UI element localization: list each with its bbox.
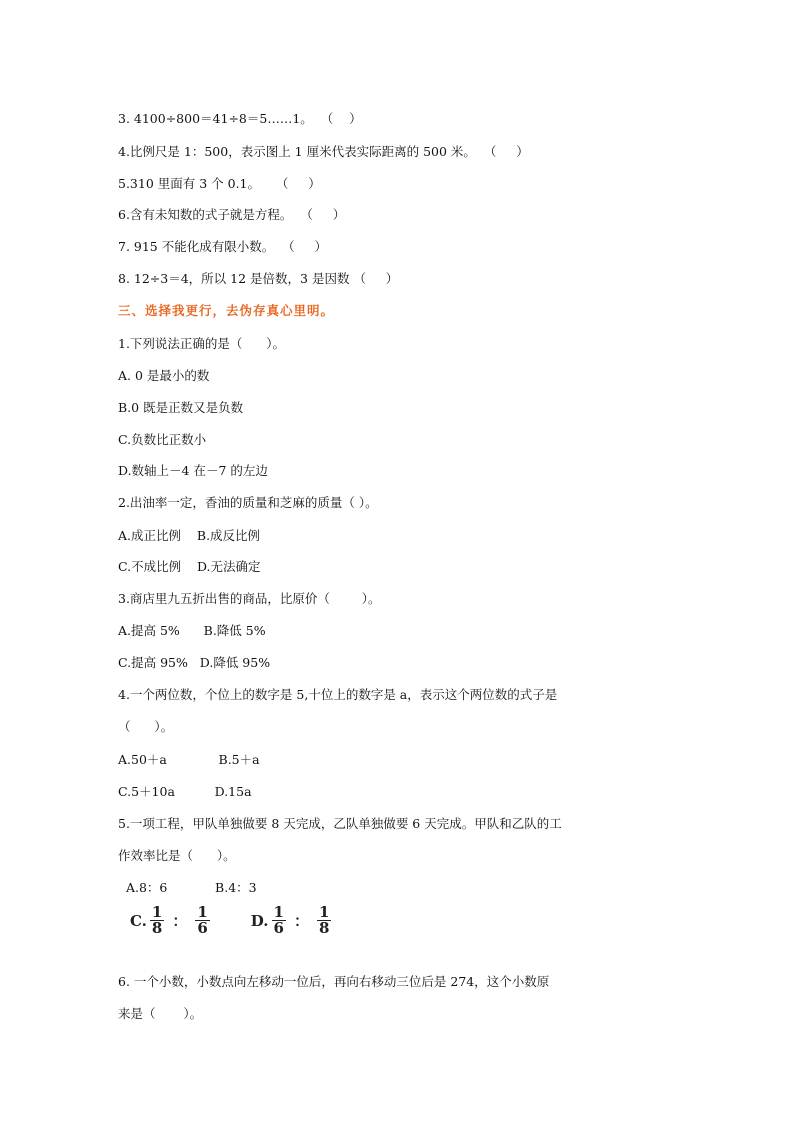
- option-c-label: C.: [130, 911, 147, 930]
- fraction-one-eighth: [150, 905, 164, 936]
- choice-1-question: 1.下列说法正确的是（ ）。: [118, 336, 286, 351]
- q8-judge: 8. 12÷3＝4，所以 12 是倍数，3 是因数 （ ）: [118, 271, 399, 286]
- numerator: 1: [197, 903, 208, 921]
- choice-5-option-d: [251, 905, 335, 936]
- choice-1-option-b: B.0 既是正数又是负数: [118, 400, 244, 415]
- q4-judge: 4.比例尺是 1：500，表示图上 1 厘米代表实际距离的 500 米。 （ ）: [118, 144, 529, 159]
- fraction-one-sixth: [272, 905, 286, 936]
- fraction-one-eighth: [317, 905, 331, 936]
- choice-2-options-ab: A.成正比例 B.成反比例: [118, 528, 261, 543]
- q5-judge: 5.310 里面有 3 个 0.1。 （ ）: [118, 176, 321, 191]
- numerator: 1: [273, 903, 284, 921]
- choice-2-options-cd: C.不成比例 D.无法确定: [118, 559, 261, 574]
- q7-judge: 7. 915 不能化成有限小数。 （ ）: [118, 239, 328, 254]
- numerator: 1: [318, 903, 330, 921]
- option-d-label: D.: [250, 911, 269, 930]
- choice-5-question-line2: 作效率比是（ ）。: [118, 848, 236, 863]
- choice-4-question-line1: 4.一个两位数，个位上的数字是 5,十位上的数字是 a，表示这个两位数的式子是: [118, 687, 558, 702]
- denominator: 8: [318, 919, 330, 937]
- choice-5-question-line1: 5.一项工程，甲队单独做要 8 天完成，乙队单独做要 6 天完成。甲队和乙队的工: [118, 816, 562, 831]
- denominator: 8: [151, 919, 163, 937]
- ratio-colon: ：: [172, 912, 188, 930]
- choice-4-options-cd: C.5＋10a D.15a: [118, 784, 252, 799]
- choice-1-option-c: C.负数比正数小: [118, 432, 207, 447]
- choice-5-options-ab: A.8：6 B.4：3: [118, 880, 257, 895]
- ratio-colon: ：: [293, 912, 309, 930]
- denominator: 6: [197, 919, 208, 937]
- choice-5-option-c: [130, 905, 213, 936]
- choice-2-question: 2.出油率一定，香油的质量和芝麻的质量（ ）。: [118, 495, 378, 510]
- choice-6-question-line1: 6. 一个小数，小数点向左移动一位后，再向右移动三位后是 274，这个小数原: [118, 974, 550, 989]
- choice-3-options-ab: A.提高 5% B.降低 5%: [118, 623, 266, 638]
- numerator: 1: [151, 903, 163, 921]
- choice-1-option-a: A. 0 是最小的数: [118, 368, 210, 383]
- denominator: 6: [273, 919, 284, 937]
- q6-judge: 6.含有未知数的式子就是方程。 （ ）: [118, 207, 346, 222]
- q3-judge: 3. 4100÷800＝41÷8＝5……1。 （ ）: [118, 111, 362, 126]
- choice-6-question-line2: 来是（ ）。: [118, 1006, 203, 1021]
- choice-1-option-d: D.数轴上－4 在－7 的左边: [118, 463, 268, 478]
- choice-5-fraction-options: [130, 905, 372, 936]
- choice-3-question: 3.商店里九五折出售的商品，比原价（ ）。: [118, 591, 381, 606]
- fraction-one-sixth: [195, 905, 209, 936]
- choice-4-options-ab: A.50＋a B.5＋a: [118, 752, 260, 767]
- choice-3-options-cd: C.提高 95% D.降低 95%: [118, 655, 271, 670]
- choice-4-question-line2: （ ）。: [118, 719, 174, 734]
- section-heading: 三、选择我更行，去伪存真心里明。: [118, 303, 335, 318]
